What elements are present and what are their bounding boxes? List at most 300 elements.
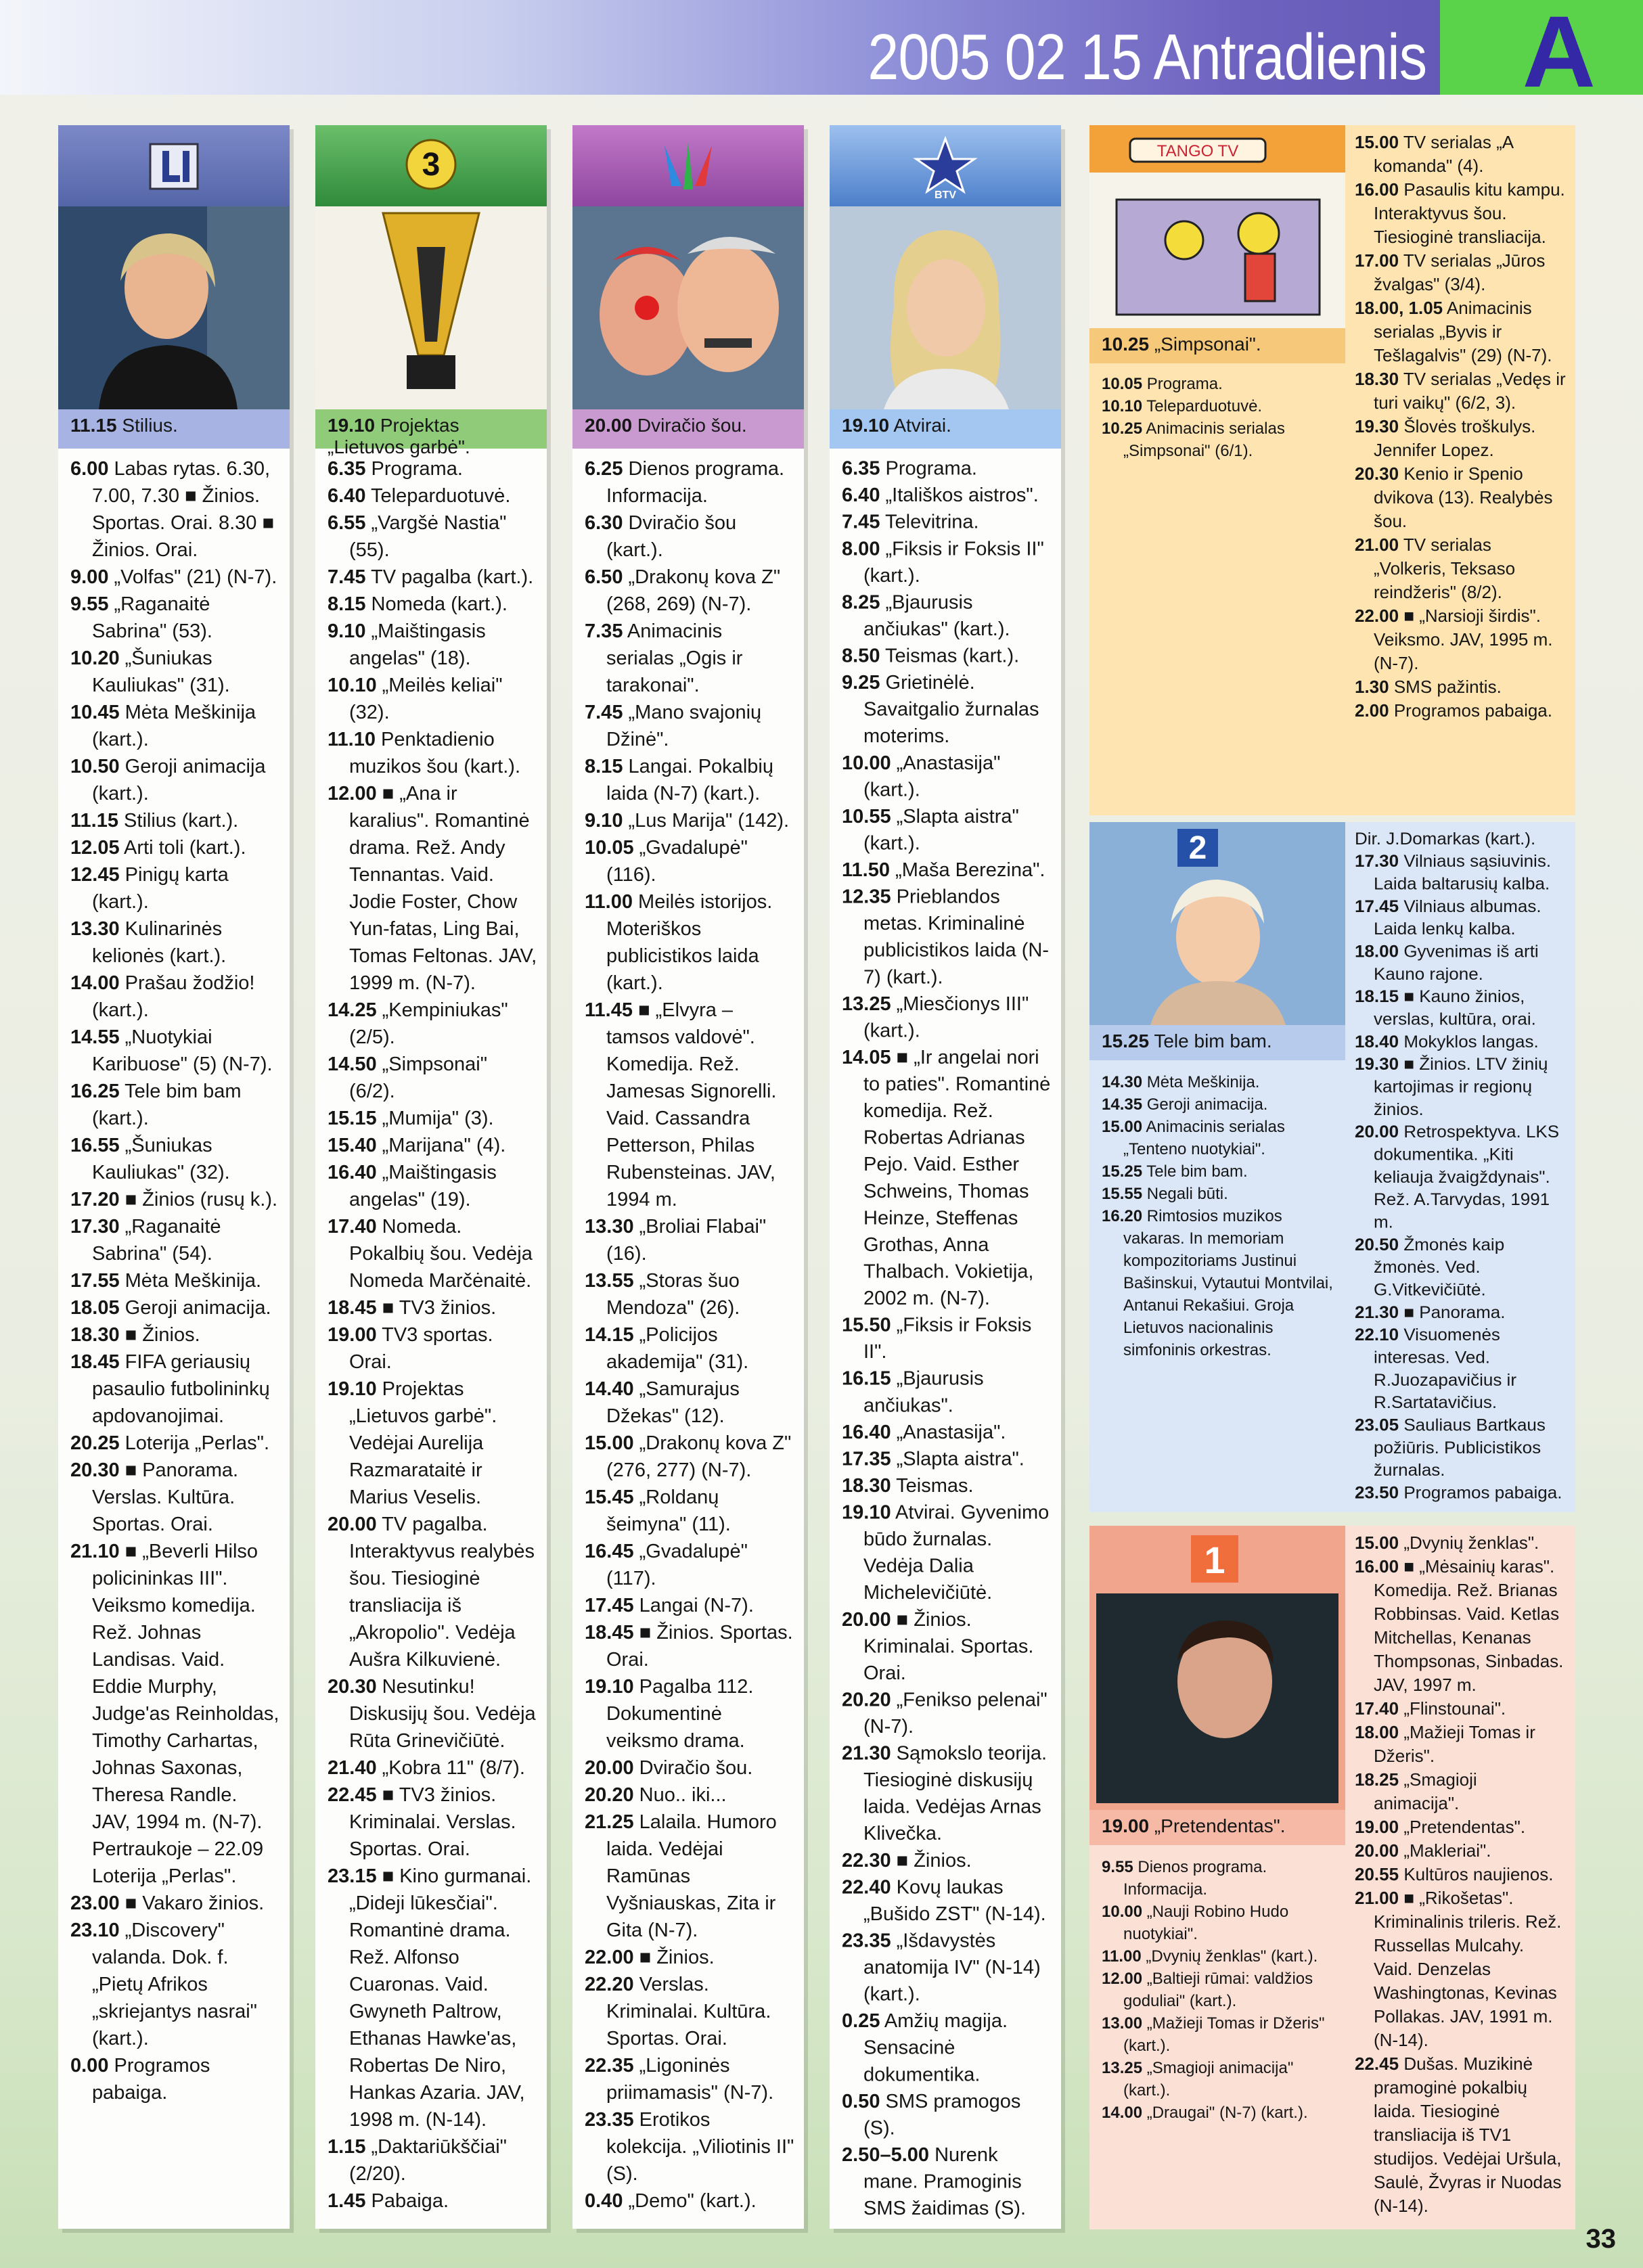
schedule-time: 17.45 bbox=[1355, 896, 1399, 916]
schedule-item bbox=[70, 1538, 280, 1890]
schedule-item bbox=[328, 1132, 537, 1159]
schedule-item bbox=[328, 1294, 537, 1321]
lrt-highlight-caption bbox=[58, 409, 290, 449]
schedule-title: Nesutinku! Diskusijų šou. Vedėja Rūta Grinevičiūtė. bbox=[349, 1676, 536, 1752]
btv-highlight-caption bbox=[830, 409, 1061, 449]
schedule-item bbox=[1102, 1901, 1336, 1945]
schedule-time: 10.05 bbox=[585, 837, 634, 859]
schedule-item bbox=[842, 455, 1052, 482]
schedule-time: 13.25 bbox=[1102, 2059, 1143, 2077]
caption-title: Dviračio šou. bbox=[637, 415, 747, 436]
schedule-title: „Miesčionys III" (kart.). bbox=[863, 993, 1029, 1042]
schedule-item bbox=[1355, 415, 1566, 462]
schedule-time: 18.30 bbox=[1355, 369, 1399, 389]
lnk-schedule-list bbox=[572, 449, 804, 2215]
schedule-item bbox=[1102, 1183, 1336, 1205]
schedule-title: Kulinarinės kelionės (kart.). bbox=[92, 918, 227, 967]
schedule-time: 10.50 bbox=[70, 756, 120, 777]
schedule-item bbox=[585, 564, 794, 618]
schedule-time: 15.00 bbox=[1102, 1118, 1143, 1136]
schedule-time: 17.55 bbox=[70, 1270, 120, 1292]
schedule-time: 14.50 bbox=[328, 1053, 377, 1075]
schedule-item bbox=[1355, 1886, 1566, 2052]
schedule-title: „Mažieji Tomas ir Džeris" (kart.). bbox=[1123, 2014, 1325, 2055]
schedule-time: 20.00 bbox=[585, 1757, 634, 1779]
schedule-title: „Itališkos aistros". bbox=[885, 484, 1039, 507]
lrt-host-photo bbox=[58, 206, 290, 409]
schedule-title: Erotikos kolekcija. „Viliotinis II" (S). bbox=[606, 2109, 794, 2185]
channel-logo-lnk bbox=[572, 125, 804, 206]
schedule-title: SMS pramogos (S). bbox=[863, 2091, 1021, 2139]
schedule-item bbox=[1102, 395, 1336, 417]
schedule-item bbox=[70, 915, 280, 970]
schedule-title: Langai (N-7). bbox=[639, 1595, 754, 1616]
schedule-time: 23.35 bbox=[585, 2109, 634, 2131]
schedule-title: „Pretendentas". bbox=[1403, 1817, 1526, 1837]
tango-block bbox=[1089, 125, 1345, 463]
svg-text:BTV: BTV bbox=[935, 189, 956, 201]
schedule-time: 10.10 bbox=[328, 675, 377, 696]
tv1-schedule-list bbox=[1089, 1845, 1345, 2124]
schedule-time: 20.30 bbox=[70, 1459, 120, 1481]
schedule-time: 23.50 bbox=[1355, 1482, 1399, 1503]
schedule-item bbox=[585, 1809, 794, 1944]
schedule-item bbox=[842, 857, 1052, 884]
section-letter-box bbox=[1440, 0, 1643, 108]
schedule-item bbox=[328, 672, 537, 726]
schedule-title: Lalaila. Humoro laida. Vedėjai Ramūnas Vyšniauskas, Zita ir Gita (N-7). bbox=[606, 1811, 777, 1941]
schedule-title: Pagalba 112. Dokumentinė veiksmo drama. bbox=[606, 1676, 754, 1752]
schedule-item bbox=[585, 1592, 794, 1619]
schedule-item bbox=[1355, 1863, 1566, 1886]
schedule-title: Gyvenimas iš arti Kauno rajone. bbox=[1374, 941, 1539, 984]
schedule-time: 17.45 bbox=[585, 1595, 634, 1616]
lrt2-schedule-list bbox=[1089, 1060, 1345, 1361]
schedule-title: ■ Žinios (rusų k.). bbox=[125, 1189, 278, 1210]
schedule-time: 0.25 bbox=[842, 2010, 880, 2033]
schedule-title: „Broliai Flabai" (16). bbox=[606, 1216, 767, 1265]
schedule-time: 21.30 bbox=[1355, 1302, 1399, 1322]
schedule-item bbox=[328, 1673, 537, 1754]
schedule-time: 8.15 bbox=[585, 756, 623, 777]
schedule-item bbox=[1355, 1323, 1566, 1413]
caption-title: Tele bim bam. bbox=[1154, 1030, 1272, 1051]
schedule-item bbox=[1355, 1482, 1566, 1504]
schedule-title: Teleparduotuvė. bbox=[1146, 397, 1263, 415]
schedule-title: „Smagioji animacija" (kart.). bbox=[1123, 2059, 1294, 2100]
schedule-time: 20.30 bbox=[328, 1676, 377, 1698]
schedule-item bbox=[328, 1321, 537, 1376]
schedule-item bbox=[842, 2008, 1052, 2089]
schedule-time: 0.00 bbox=[70, 2055, 109, 2077]
schedule-item bbox=[328, 482, 537, 509]
schedule-time: 15.15 bbox=[328, 1108, 377, 1129]
schedule-title: Retrospektyva. LKS dokumentika. „Kiti keliauja žvaigždynais". Rež. A.Tarvydas, 1991 m. bbox=[1374, 1122, 1560, 1232]
schedule-title: „Maištingasis angelas" (18). bbox=[349, 620, 486, 669]
schedule-title: „Mumija" (3). bbox=[382, 1108, 494, 1129]
schedule-title: Nurenk mane. Pramoginis SMS žaidimas (S). bbox=[863, 2144, 1027, 2220]
schedule-title: „Maištingasis angelas" (19). bbox=[349, 1162, 497, 1210]
schedule-time: 20.20 bbox=[842, 1689, 891, 1711]
schedule-title: Nomeda. Pokalbių šou. Vedėja Nomeda Marčėnaitė. bbox=[349, 1216, 533, 1292]
schedule-item bbox=[70, 1024, 280, 1078]
schedule-title: „Samurajus Džekas" (12). bbox=[606, 1378, 740, 1427]
schedule-item bbox=[585, 1971, 794, 2052]
schedule-item bbox=[1355, 1233, 1566, 1301]
schedule-item bbox=[1355, 940, 1566, 986]
schedule-title: Mėta Meškinija. bbox=[1146, 1073, 1260, 1091]
tango-highlight-caption bbox=[1089, 328, 1345, 363]
schedule-item bbox=[328, 726, 537, 780]
schedule-title: ■ Žinios. Sportas. Orai. bbox=[606, 1622, 793, 1671]
schedule-time: 14.35 bbox=[1102, 1095, 1143, 1114]
schedule-title: „Dvynių ženklas" (kart.). bbox=[1146, 1947, 1318, 1966]
schedule-item bbox=[1355, 1030, 1566, 1053]
schedule-title: „Šuniukas Kauliukas" (31). bbox=[92, 648, 230, 696]
svg-text:TANGO TV: TANGO TV bbox=[1156, 142, 1239, 160]
schedule-title: „Fenikso pelenai" (N-7). bbox=[863, 1689, 1048, 1738]
schedule-item bbox=[842, 2088, 1052, 2141]
schedule-item bbox=[1355, 367, 1566, 415]
schedule-time: 2.00 bbox=[1355, 700, 1389, 721]
schedule-title: „Meilės keliai" (32). bbox=[349, 675, 503, 723]
schedule-item bbox=[70, 455, 280, 564]
schedule-item bbox=[842, 1446, 1052, 1473]
schedule-item bbox=[328, 1511, 537, 1673]
schedule-time: 15.55 bbox=[1102, 1185, 1143, 1203]
schedule-title: „Ligoninės priimamasis" (N-7). bbox=[606, 2055, 774, 2104]
schedule-item bbox=[1102, 1968, 1336, 2012]
schedule-title: Labas rytas. 6.30, 7.00, 7.30 ■ Žinios. Sportas. Orai. 8.30 ■ Žinios. Orai. bbox=[92, 458, 274, 561]
schedule-title: Dienos programa. Informacija. bbox=[606, 458, 785, 507]
schedule-item bbox=[328, 455, 537, 482]
tango-block-bottom bbox=[1089, 463, 1345, 815]
schedule-time: 20.20 bbox=[585, 1784, 634, 1806]
schedule-time: 9.10 bbox=[585, 810, 623, 832]
schedule-time: 13.55 bbox=[585, 1270, 634, 1292]
schedule-item bbox=[1355, 249, 1566, 296]
schedule-time: 1.15 bbox=[328, 2136, 366, 2158]
schedule-title: „Maša Berezina". bbox=[895, 859, 1045, 881]
tv1-highlight-caption bbox=[1089, 1810, 1345, 1845]
schedule-title: „Bjaurusis ančiukas". bbox=[863, 1367, 984, 1417]
channel-column-lnk bbox=[572, 125, 804, 2229]
caption-title: „Pretendentas". bbox=[1154, 1815, 1286, 1836]
schedule-time: 22.20 bbox=[585, 1974, 634, 1995]
schedule-time: 16.45 bbox=[585, 1541, 634, 1562]
schedule-item bbox=[328, 1376, 537, 1511]
schedule-item bbox=[585, 1944, 794, 1971]
schedule-title: Dienos programa. Informacija. bbox=[1123, 1858, 1267, 1899]
schedule-title: Programos pabaiga. bbox=[92, 2055, 210, 2104]
lnk-clowns-photo bbox=[572, 206, 804, 409]
schedule-time: 15.25 bbox=[1102, 1162, 1143, 1181]
schedule-time: 16.20 bbox=[1102, 1207, 1143, 1225]
schedule-title: „Kempiniukas" (2/5). bbox=[349, 999, 508, 1048]
schedule-item bbox=[70, 699, 280, 753]
schedule-item bbox=[1102, 2057, 1336, 2102]
schedule-item bbox=[1355, 604, 1566, 675]
schedule-title: Rimtosios muzikos vakaras. In memoriam kompozitoriams Justinui Bašinskui, Vytautui Montvilai, Antanui Rekašiui. Groja Lietuvos nacionalinis simfoninis orkestras. bbox=[1123, 1207, 1333, 1359]
schedule-item bbox=[328, 1213, 537, 1294]
schedule-title: „Daktariūkščiai" (2/20). bbox=[349, 2136, 507, 2185]
page-header bbox=[0, 0, 1643, 108]
schedule-time: 13.30 bbox=[70, 918, 120, 940]
btv-logo-icon bbox=[908, 132, 983, 200]
schedule-item bbox=[1355, 1301, 1566, 1323]
lrt2-block bbox=[1089, 822, 1345, 1512]
schedule-item bbox=[842, 750, 1052, 803]
schedule-item bbox=[70, 1430, 280, 1457]
tv1-logo-icon: 1 bbox=[1204, 1539, 1225, 1581]
schedule-time: 18.05 bbox=[70, 1297, 120, 1319]
schedule-title: „Raganaitė Sabrina" (54). bbox=[92, 1216, 221, 1265]
schedule-time: 23.05 bbox=[1355, 1415, 1399, 1435]
caption-time: 11.15 bbox=[70, 415, 117, 436]
schedule-title: „Anastasija" (kart.). bbox=[863, 752, 1001, 801]
schedule-title: ■ TV3 žinios. Kriminalai. Verslas. Sportas. Orai. bbox=[349, 1784, 516, 1860]
schedule-item bbox=[70, 1213, 280, 1267]
schedule-time: 9.25 bbox=[842, 672, 880, 694]
schedule-title: ■ Panorama. bbox=[1403, 1302, 1506, 1322]
schedule-time: 21.40 bbox=[328, 1757, 377, 1779]
schedule-time: 22.30 bbox=[842, 1850, 891, 1872]
caption-time: 15.25 bbox=[1102, 1030, 1150, 1051]
schedule-time: 16.40 bbox=[328, 1162, 377, 1183]
schedule-time: 21.00 bbox=[1355, 535, 1399, 555]
schedule-item bbox=[1355, 1768, 1566, 1815]
schedule-title: TV pagalba. Interaktyvus realybės šou. Tiesioginė transliacija iš „Akropolio". Vedėja Aušra Kilkuvienė. bbox=[349, 1514, 535, 1671]
schedule-time: 12.35 bbox=[842, 886, 891, 908]
schedule-time: 22.45 bbox=[1355, 2054, 1399, 2074]
schedule-time: 7.35 bbox=[585, 620, 623, 642]
schedule-item bbox=[328, 1105, 537, 1132]
schedule-item bbox=[1355, 131, 1566, 178]
schedule-item bbox=[1355, 1531, 1566, 1555]
schedule-time: 6.35 bbox=[842, 457, 880, 480]
schedule-item bbox=[585, 2187, 794, 2215]
schedule-title: Animacinis serialas „Tenteno nuotykiai". bbox=[1123, 1118, 1285, 1158]
schedule-time: 11.10 bbox=[328, 729, 376, 750]
btv-host-photo bbox=[830, 206, 1061, 409]
schedule-title: Amžių magija. Sensacinė dokumentika. bbox=[863, 2010, 1008, 2086]
tv3-schedule-list bbox=[315, 449, 547, 2215]
schedule-title: Animacinis serialas „Simpsonai" (6/1). bbox=[1123, 419, 1285, 460]
schedule-time: 23.15 bbox=[328, 1865, 377, 1887]
tv1-actor-photo bbox=[1089, 1526, 1345, 1810]
schedule-title: Televitrina. bbox=[885, 511, 979, 533]
schedule-item bbox=[585, 1376, 794, 1430]
schedule-item bbox=[1355, 1815, 1566, 1839]
schedule-item bbox=[328, 509, 537, 564]
schedule-title: Teismas (kart.). bbox=[885, 645, 1020, 667]
schedule-time: 11.15 bbox=[70, 810, 118, 832]
schedule-item bbox=[585, 1619, 794, 1673]
schedule-title: „Mažieji Tomas ir Džeris". bbox=[1374, 1722, 1535, 1766]
schedule-item bbox=[328, 564, 537, 591]
schedule-time: 7.45 bbox=[585, 702, 623, 723]
schedule-time: 17.35 bbox=[842, 1448, 891, 1470]
schedule-item bbox=[842, 1874, 1052, 1928]
channel-logo-lrt bbox=[58, 125, 290, 206]
schedule-time: 22.00 bbox=[1355, 606, 1399, 626]
schedule-title: TV serialas „Volkeris, Teksaso reindžeris" (8/2). bbox=[1374, 535, 1516, 602]
schedule-title: „Roldanų šeimyna" (11). bbox=[606, 1487, 731, 1535]
schedule-title: ■ „Ana ir karalius". Romantinė drama. Rež. Andy Tennantas. Vaid. Jodie Foster, Chow Yun-fatas, Ling Bai, Tomas Feltonas. JAV, 1999 m. (N-7). bbox=[349, 783, 537, 994]
schedule-title: „Flinstounai". bbox=[1403, 1698, 1506, 1719]
schedule-item bbox=[70, 970, 280, 1024]
lrt2-host-photo bbox=[1089, 822, 1345, 1025]
schedule-title: „Mano svajonių Džinė". bbox=[606, 702, 762, 750]
lrt2-logo-icon: 2 bbox=[1188, 830, 1207, 866]
schedule-time: 21.30 bbox=[842, 1742, 891, 1765]
tango-simpsons-photo bbox=[1089, 125, 1345, 328]
caption-title: „Simpsonai". bbox=[1154, 334, 1261, 355]
schedule-item bbox=[1102, 1856, 1336, 1901]
schedule-item bbox=[1355, 1697, 1566, 1721]
schedule-item bbox=[585, 2052, 794, 2106]
schedule-item bbox=[842, 884, 1052, 991]
schedule-item bbox=[328, 2133, 537, 2187]
schedule-time: 11.00 bbox=[1102, 1947, 1142, 1966]
tv1-block bbox=[1089, 1526, 1345, 2229]
schedule-item bbox=[1102, 1160, 1336, 1183]
schedule-time: 23.10 bbox=[70, 1920, 120, 1941]
schedule-item bbox=[70, 1186, 280, 1213]
schedule-time: 18.45 bbox=[585, 1622, 634, 1643]
schedule-time: 22.00 bbox=[585, 1947, 634, 1968]
schedule-item bbox=[1355, 1414, 1566, 1482]
schedule-title: Arti toli (kart.). bbox=[124, 837, 246, 859]
lrt-schedule-list bbox=[58, 449, 290, 2106]
schedule-title: Kultūros naujienos. bbox=[1403, 1864, 1554, 1884]
schedule-time: 22.35 bbox=[585, 2055, 634, 2077]
schedule-title: Animacinis serialas „Byvis ir Tešlagalvis" (29) (N-7). bbox=[1374, 298, 1552, 365]
schedule-time: 14.25 bbox=[328, 999, 377, 1021]
schedule-time: 17.20 bbox=[70, 1189, 120, 1210]
schedule-item bbox=[1355, 699, 1566, 723]
schedule-title: Nuo.. iki... bbox=[639, 1784, 727, 1806]
schedule-item bbox=[70, 1890, 280, 1917]
schedule-item bbox=[585, 1430, 794, 1484]
schedule-time: 14.30 bbox=[1102, 1073, 1143, 1091]
schedule-title: „Discovery" valanda. Dok. f. „Pietų Afrikos „skriejantys nasrai" (kart.). bbox=[92, 1920, 257, 2049]
schedule-time: 14.55 bbox=[70, 1026, 120, 1048]
schedule-time: 0.50 bbox=[842, 2091, 880, 2112]
schedule-title: Langai. Pokalbių laida (N-7) (kart.). bbox=[606, 756, 773, 804]
schedule-time: 10.05 bbox=[1102, 375, 1143, 393]
schedule-title: Programa. bbox=[885, 457, 977, 480]
schedule-item bbox=[842, 1312, 1052, 1365]
schedule-title: ■ „Elvyra – tamsos valdovė". Komedija. Rež. Jamesas Signorelli. Vaid. Cassandra Petterson, Philas Rubensteinas. JAV, 1994 m. bbox=[606, 999, 777, 1210]
schedule-item bbox=[1355, 462, 1566, 533]
schedule-title: Vilniaus sąsiuvinis. Laida baltarusių kalba. bbox=[1374, 851, 1552, 894]
schedule-time: 18.00, 1.05 bbox=[1355, 298, 1443, 318]
schedule-item bbox=[70, 861, 280, 915]
schedule-time: 17.40 bbox=[1355, 1698, 1399, 1719]
schedule-item bbox=[842, 1365, 1052, 1419]
schedule-title: ■ Žinios. LTV žinių kartojimas ir regionų žinios. bbox=[1374, 1054, 1548, 1119]
schedule-title: „Šuniukas Kauliukas" (32). bbox=[92, 1135, 230, 1183]
schedule-title: ■ Žinios. Kriminalai. Sportas. Orai. bbox=[863, 1609, 1034, 1684]
schedule-title: TV serialas „Vedęs ir turi vaikų" (6/2, 3). bbox=[1374, 369, 1566, 413]
schedule-time: 2.50–5.00 bbox=[842, 2144, 930, 2166]
schedule-time: 11.50 bbox=[842, 859, 890, 881]
schedule-time: 10.25 bbox=[1102, 419, 1143, 438]
schedule-item bbox=[1355, 533, 1566, 604]
schedule-item bbox=[585, 1267, 794, 1321]
lrt2-highlight-caption bbox=[1089, 1025, 1345, 1060]
schedule-title: Prašau žodžio! (kart.). bbox=[92, 972, 255, 1021]
caption-time: 19.10 bbox=[842, 415, 890, 436]
schedule-item bbox=[842, 1044, 1052, 1312]
schedule-time: 19.30 bbox=[1355, 416, 1399, 436]
schedule-item bbox=[585, 807, 794, 834]
schedule-title: „Policijos akademija" (31). bbox=[606, 1324, 749, 1373]
schedule-time: 13.00 bbox=[1102, 2014, 1143, 2033]
schedule-item bbox=[328, 618, 537, 672]
schedule-time: 8.00 bbox=[842, 538, 880, 560]
schedule-item bbox=[585, 834, 794, 888]
schedule-time: 17.30 bbox=[1355, 851, 1399, 871]
schedule-item bbox=[842, 2141, 1052, 2222]
schedule-item bbox=[1355, 1721, 1566, 1768]
schedule-title: SMS pažintis. bbox=[1393, 677, 1502, 697]
schedule-time: 17.00 bbox=[1355, 250, 1399, 271]
schedule-title: TV pagalba (kart.). bbox=[371, 566, 534, 588]
schedule-time: 12.00 bbox=[328, 783, 377, 804]
schedule-item bbox=[842, 1419, 1052, 1446]
schedule-title: Žmonės kaip žmonės. Ved. G.Vitkevičiūtė. bbox=[1374, 1234, 1505, 1300]
schedule-time: 19.00 bbox=[1355, 1817, 1399, 1837]
schedule-title: ■ Vakaro žinios. bbox=[125, 1892, 265, 1914]
lnk-logo-icon bbox=[651, 132, 725, 200]
schedule-title: ■ Žinios. bbox=[125, 1324, 200, 1346]
schedule-title: „Dvynių ženklas". bbox=[1403, 1533, 1539, 1553]
schedule-item bbox=[1355, 985, 1566, 1030]
schedule-title: Dviračio šou. bbox=[639, 1757, 753, 1779]
schedule-title: „Nauji Robino Hudo nuotykiai". bbox=[1123, 1903, 1289, 1943]
schedule-time: 23.35 bbox=[842, 1930, 891, 1952]
schedule-title: Loterija „Perlas". bbox=[125, 1432, 270, 1454]
schedule-title: ■ TV3 žinios. bbox=[382, 1297, 497, 1319]
schedule-time: 9.55 bbox=[70, 593, 109, 615]
schedule-item bbox=[328, 1159, 537, 1213]
schedule-title: „Storas šuo Mendoza" (26). bbox=[606, 1270, 740, 1319]
schedule-title: Stilius (kart.). bbox=[124, 810, 239, 832]
schedule-title: Projektas „Lietuvos garbė". Vedėjai Aurelija Razmarataitė ir Marius Veselis. bbox=[349, 1378, 497, 1508]
schedule-item bbox=[842, 1687, 1052, 1740]
schedule-time: 20.00 bbox=[1355, 1122, 1399, 1141]
schedule-title: „Volfas" (21) (N-7). bbox=[114, 566, 277, 588]
schedule-title: Pabaiga. bbox=[371, 2190, 449, 2212]
schedule-time: 6.50 bbox=[585, 566, 623, 588]
schedule-title: TV serialas „A komanda" (4). bbox=[1374, 132, 1513, 176]
schedule-item bbox=[1102, 373, 1336, 395]
schedule-title: Mėta Meškinija. bbox=[125, 1270, 262, 1292]
schedule-item bbox=[585, 1673, 794, 1754]
schedule-time: 16.55 bbox=[70, 1135, 120, 1156]
schedule-time: 16.25 bbox=[70, 1081, 120, 1102]
schedule-time: 9.00 bbox=[70, 566, 109, 588]
schedule-item bbox=[328, 997, 537, 1051]
schedule-item bbox=[585, 699, 794, 753]
schedule-time: 14.00 bbox=[70, 972, 120, 994]
schedule-item bbox=[328, 780, 537, 997]
schedule-item bbox=[70, 1078, 280, 1132]
schedule-title: „Anastasija". bbox=[896, 1422, 1006, 1443]
schedule-item bbox=[1102, 417, 1336, 462]
